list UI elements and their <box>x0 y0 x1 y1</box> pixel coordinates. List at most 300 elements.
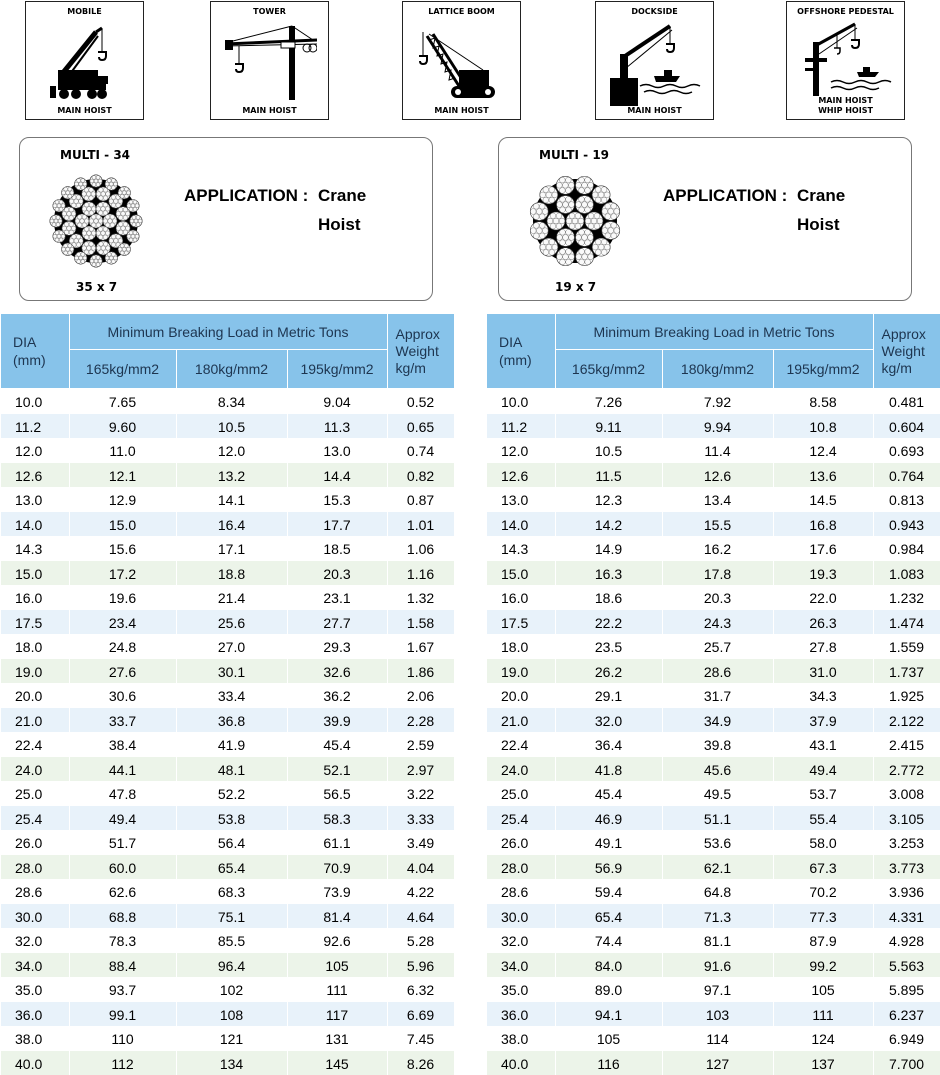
cell-mbl: 14.2 <box>555 512 662 537</box>
table-row <box>487 512 940 537</box>
table-row <box>487 928 940 953</box>
cell-weight: 1.86 <box>387 659 454 684</box>
cell-mbl: 99.2 <box>773 953 873 978</box>
cell-mbl: 12.0 <box>176 438 287 463</box>
cell-mbl: 45.6 <box>662 757 773 782</box>
cell-dia: 10.0 <box>487 389 555 414</box>
rope-card-multi-34 <box>19 137 433 301</box>
table-row <box>1 438 454 463</box>
cell-mbl: 11.0 <box>69 438 176 463</box>
rope-name: MULTI - 34 <box>60 148 130 162</box>
cell-weight: 6.237 <box>873 1002 940 1027</box>
cell-mbl: 18.5 <box>287 536 387 561</box>
cell-weight: 0.52 <box>387 389 454 414</box>
cell-dia: 21.0 <box>487 708 555 733</box>
cell-dia: 26.0 <box>1 830 69 855</box>
cell-mbl: 58.0 <box>773 830 873 855</box>
cell-dia: 20.0 <box>1 683 69 708</box>
cell-mbl: 111 <box>773 1002 873 1027</box>
cell-mbl: 12.9 <box>69 487 176 512</box>
table-row <box>1 659 454 684</box>
cell-weight: 1.16 <box>387 561 454 586</box>
cell-mbl: 121 <box>176 1026 287 1051</box>
cell-mbl: 52.2 <box>176 781 287 806</box>
cell-dia: 19.0 <box>487 659 555 684</box>
cell-mbl: 25.7 <box>662 634 773 659</box>
cell-dia: 15.0 <box>1 561 69 586</box>
cell-mbl: 70.2 <box>773 879 873 904</box>
cell-weight: 1.559 <box>873 634 940 659</box>
table-row <box>487 634 940 659</box>
cell-mbl: 23.5 <box>555 634 662 659</box>
col-header-weight: Approx Weight kg/m <box>387 314 454 389</box>
application-value: Hoist <box>797 215 840 235</box>
cell-weight: 1.32 <box>387 585 454 610</box>
cell-mbl: 24.8 <box>69 634 176 659</box>
cell-mbl: 117 <box>287 1002 387 1027</box>
col-header-grade: 180kg/mm2 <box>662 350 773 389</box>
cell-mbl: 110 <box>69 1026 176 1051</box>
cell-mbl: 26.2 <box>555 659 662 684</box>
table-row <box>1 830 454 855</box>
cell-mbl: 23.1 <box>287 585 387 610</box>
cell-dia: 14.0 <box>1 512 69 537</box>
cell-dia: 25.0 <box>487 781 555 806</box>
cell-mbl: 13.4 <box>662 487 773 512</box>
cell-weight: 6.949 <box>873 1026 940 1051</box>
col-header-mbl: Minimum Breaking Load in Metric Tons <box>69 314 387 350</box>
table-row <box>1 977 454 1002</box>
cell-mbl: 62.1 <box>662 855 773 880</box>
cell-mbl: 97.1 <box>662 977 773 1002</box>
cell-mbl: 13.0 <box>287 438 387 463</box>
cell-mbl: 56.5 <box>287 781 387 806</box>
cell-mbl: 124 <box>773 1026 873 1051</box>
cell-mbl: 22.0 <box>773 585 873 610</box>
table-row <box>487 438 940 463</box>
cell-dia: 40.0 <box>487 1051 555 1075</box>
cell-dia: 32.0 <box>1 928 69 953</box>
table-row <box>487 487 940 512</box>
cell-mbl: 81.4 <box>287 904 387 929</box>
cell-mbl: 52.1 <box>287 757 387 782</box>
cell-mbl: 60.0 <box>69 855 176 880</box>
cell-weight: 1.737 <box>873 659 940 684</box>
cell-mbl: 27.6 <box>69 659 176 684</box>
crane-hoist-label: WHIP HOIST <box>787 106 904 116</box>
crane-type-mobile <box>25 1 144 120</box>
cell-mbl: 74.4 <box>555 928 662 953</box>
table-row <box>1 414 454 439</box>
cell-mbl: 7.65 <box>69 389 176 414</box>
cell-dia: 28.0 <box>1 855 69 880</box>
cell-mbl: 55.4 <box>773 806 873 831</box>
cell-weight: 6.69 <box>387 1002 454 1027</box>
cell-mbl: 23.4 <box>69 610 176 635</box>
cell-mbl: 10.5 <box>555 438 662 463</box>
cell-mbl: 9.04 <box>287 389 387 414</box>
cell-mbl: 68.3 <box>176 879 287 904</box>
mobile-crane-icon <box>40 22 130 104</box>
table-row <box>1 487 454 512</box>
col-header-grade: 195kg/mm2 <box>773 350 873 389</box>
cell-mbl: 127 <box>662 1051 773 1075</box>
cell-weight: 0.943 <box>873 512 940 537</box>
cell-dia: 12.0 <box>1 438 69 463</box>
cell-dia: 17.5 <box>1 610 69 635</box>
cell-mbl: 36.8 <box>176 708 287 733</box>
cell-weight: 0.82 <box>387 463 454 488</box>
cell-mbl: 105 <box>555 1026 662 1051</box>
cell-mbl: 39.8 <box>662 732 773 757</box>
cell-mbl: 29.1 <box>555 683 662 708</box>
cell-mbl: 30.1 <box>176 659 287 684</box>
cell-dia: 12.6 <box>1 463 69 488</box>
cell-weight: 4.64 <box>387 904 454 929</box>
cell-mbl: 12.4 <box>773 438 873 463</box>
cell-mbl: 47.8 <box>69 781 176 806</box>
cell-mbl: 7.92 <box>662 389 773 414</box>
cell-dia: 11.2 <box>487 414 555 439</box>
cell-mbl: 31.0 <box>773 659 873 684</box>
cell-mbl: 88.4 <box>69 953 176 978</box>
cell-mbl: 8.58 <box>773 389 873 414</box>
cell-weight: 2.06 <box>387 683 454 708</box>
cell-mbl: 114 <box>662 1026 773 1051</box>
cell-weight: 1.01 <box>387 512 454 537</box>
cell-dia: 10.0 <box>1 389 69 414</box>
cell-weight: 0.764 <box>873 463 940 488</box>
crane-hoist-label: MAIN HOIST <box>26 106 143 116</box>
cell-dia: 12.6 <box>487 463 555 488</box>
table-row <box>1 904 454 929</box>
cell-mbl: 67.3 <box>773 855 873 880</box>
cell-weight: 1.232 <box>873 585 940 610</box>
cell-mbl: 22.2 <box>555 610 662 635</box>
cell-mbl: 27.8 <box>773 634 873 659</box>
crane-title: MOBILE <box>26 7 143 16</box>
cell-mbl: 34.3 <box>773 683 873 708</box>
table-row <box>1 953 454 978</box>
cell-mbl: 49.1 <box>555 830 662 855</box>
table-row <box>1 634 454 659</box>
table-row <box>487 585 940 610</box>
cell-dia: 38.0 <box>1 1026 69 1051</box>
crane-hoist-label: MAIN HOIST <box>596 106 713 116</box>
cell-mbl: 10.8 <box>773 414 873 439</box>
table-row <box>1 928 454 953</box>
cell-mbl: 8.34 <box>176 389 287 414</box>
cell-mbl: 25.6 <box>176 610 287 635</box>
cell-mbl: 11.3 <box>287 414 387 439</box>
cell-dia: 34.0 <box>1 953 69 978</box>
cell-mbl: 39.9 <box>287 708 387 733</box>
cell-mbl: 32.6 <box>287 659 387 684</box>
application-label: APPLICATION : <box>184 186 308 206</box>
crane-title: DOCKSIDE <box>596 7 713 16</box>
table-row <box>487 757 940 782</box>
cell-mbl: 43.1 <box>773 732 873 757</box>
cell-mbl: 12.6 <box>662 463 773 488</box>
table-row <box>487 806 940 831</box>
cell-mbl: 108 <box>176 1002 287 1027</box>
cell-dia: 15.0 <box>487 561 555 586</box>
cell-weight: 5.28 <box>387 928 454 953</box>
table-row <box>487 610 940 635</box>
rope-construction: 35 x 7 <box>76 280 117 294</box>
cell-mbl: 12.1 <box>69 463 176 488</box>
cell-mbl: 15.3 <box>287 487 387 512</box>
cell-weight: 2.415 <box>873 732 940 757</box>
table-row <box>487 1026 940 1051</box>
table-row <box>487 879 940 904</box>
cell-mbl: 61.1 <box>287 830 387 855</box>
cell-mbl: 27.0 <box>176 634 287 659</box>
cell-dia: 25.0 <box>1 781 69 806</box>
cell-weight: 0.604 <box>873 414 940 439</box>
table-row <box>1 463 454 488</box>
table-row <box>1 855 454 880</box>
cell-mbl: 145 <box>287 1051 387 1075</box>
crane-hoist-labels <box>787 96 904 116</box>
table-row <box>487 683 940 708</box>
cell-dia: 28.6 <box>1 879 69 904</box>
table-row <box>1 781 454 806</box>
cell-dia: 26.0 <box>487 830 555 855</box>
cell-mbl: 68.8 <box>69 904 176 929</box>
cell-mbl: 85.5 <box>176 928 287 953</box>
cell-weight: 6.32 <box>387 977 454 1002</box>
cell-mbl: 32.0 <box>555 708 662 733</box>
cell-mbl: 91.6 <box>662 953 773 978</box>
cell-weight: 2.97 <box>387 757 454 782</box>
table-row <box>487 708 940 733</box>
cell-mbl: 34.9 <box>662 708 773 733</box>
cell-mbl: 15.0 <box>69 512 176 537</box>
cell-dia: 16.0 <box>1 585 69 610</box>
cell-mbl: 9.60 <box>69 414 176 439</box>
table-row <box>487 389 940 414</box>
application-label: APPLICATION : <box>663 186 787 206</box>
cell-mbl: 56.4 <box>176 830 287 855</box>
cell-weight: 0.481 <box>873 389 940 414</box>
cell-weight: 2.772 <box>873 757 940 782</box>
cell-mbl: 65.4 <box>176 855 287 880</box>
cell-weight: 1.925 <box>873 683 940 708</box>
offshore-pedestal-crane-icon <box>801 22 893 96</box>
table-row <box>1 806 454 831</box>
cell-mbl: 45.4 <box>555 781 662 806</box>
cell-mbl: 41.8 <box>555 757 662 782</box>
table-row <box>487 904 940 929</box>
cell-dia: 14.0 <box>487 512 555 537</box>
cell-mbl: 105 <box>287 953 387 978</box>
cell-mbl: 14.4 <box>287 463 387 488</box>
col-header-mbl: Minimum Breaking Load in Metric Tons <box>555 314 873 350</box>
crane-title: OFFSHORE PEDESTAL <box>787 7 904 16</box>
cell-weight: 0.65 <box>387 414 454 439</box>
application-value: Hoist <box>318 215 361 235</box>
application-value: Crane <box>318 186 366 206</box>
col-header-grade: 195kg/mm2 <box>287 350 387 389</box>
table-row <box>487 781 940 806</box>
cell-dia: 30.0 <box>1 904 69 929</box>
cell-weight: 2.59 <box>387 732 454 757</box>
cell-weight: 3.936 <box>873 879 940 904</box>
cell-mbl: 131 <box>287 1026 387 1051</box>
crane-title: TOWER <box>211 7 328 16</box>
cell-mbl: 53.7 <box>773 781 873 806</box>
cell-mbl: 87.9 <box>773 928 873 953</box>
cell-mbl: 27.7 <box>287 610 387 635</box>
spec-table-multi-19 <box>487 314 940 1075</box>
cell-mbl: 33.4 <box>176 683 287 708</box>
cell-mbl: 31.7 <box>662 683 773 708</box>
cell-dia: 36.0 <box>1 1002 69 1027</box>
cell-dia: 18.0 <box>1 634 69 659</box>
cell-mbl: 15.6 <box>69 536 176 561</box>
cell-mbl: 13.6 <box>773 463 873 488</box>
cell-weight: 5.563 <box>873 953 940 978</box>
cell-mbl: 17.6 <box>773 536 873 561</box>
cell-weight: 7.700 <box>873 1051 940 1075</box>
col-header-weight: Approx Weight kg/m <box>873 314 940 389</box>
table-row <box>487 830 940 855</box>
application-value: Crane <box>797 186 845 206</box>
col-header-dia: DIA (mm) <box>1 314 69 389</box>
cell-mbl: 14.5 <box>773 487 873 512</box>
cell-weight: 3.33 <box>387 806 454 831</box>
cell-dia: 34.0 <box>487 953 555 978</box>
cell-mbl: 20.3 <box>662 585 773 610</box>
cell-mbl: 17.2 <box>69 561 176 586</box>
cell-mbl: 41.9 <box>176 732 287 757</box>
table-row <box>487 953 940 978</box>
cell-dia: 16.0 <box>487 585 555 610</box>
cell-mbl: 33.7 <box>69 708 176 733</box>
cell-mbl: 49.4 <box>69 806 176 831</box>
table-row <box>1 1026 454 1051</box>
col-header-dia: DIA (mm) <box>487 314 555 389</box>
col-header-grade: 165kg/mm2 <box>69 350 176 389</box>
crane-type-offshore-pedestal <box>786 1 905 120</box>
cell-mbl: 65.4 <box>555 904 662 929</box>
cell-weight: 0.813 <box>873 487 940 512</box>
cell-weight: 5.895 <box>873 977 940 1002</box>
cell-mbl: 64.8 <box>662 879 773 904</box>
table-row <box>1 757 454 782</box>
cell-mbl: 16.3 <box>555 561 662 586</box>
rope-card-multi-19 <box>498 137 912 301</box>
cell-weight: 4.22 <box>387 879 454 904</box>
cell-dia: 18.0 <box>487 634 555 659</box>
cell-mbl: 105 <box>773 977 873 1002</box>
cell-mbl: 13.2 <box>176 463 287 488</box>
table-row <box>487 536 940 561</box>
cell-mbl: 53.6 <box>662 830 773 855</box>
cell-mbl: 134 <box>176 1051 287 1075</box>
cell-dia: 12.0 <box>487 438 555 463</box>
cell-mbl: 56.9 <box>555 855 662 880</box>
cell-mbl: 93.7 <box>69 977 176 1002</box>
cell-mbl: 9.11 <box>555 414 662 439</box>
cell-mbl: 16.8 <box>773 512 873 537</box>
cell-dia: 24.0 <box>487 757 555 782</box>
cell-mbl: 36.4 <box>555 732 662 757</box>
cell-mbl: 14.9 <box>555 536 662 561</box>
cell-dia: 22.4 <box>1 732 69 757</box>
cell-weight: 1.58 <box>387 610 454 635</box>
cell-mbl: 17.8 <box>662 561 773 586</box>
cell-mbl: 53.8 <box>176 806 287 831</box>
table-row <box>1 536 454 561</box>
cell-weight: 4.04 <box>387 855 454 880</box>
cell-mbl: 137 <box>773 1051 873 1075</box>
cell-weight: 7.45 <box>387 1026 454 1051</box>
cell-weight: 2.28 <box>387 708 454 733</box>
cell-weight: 5.96 <box>387 953 454 978</box>
cell-dia: 32.0 <box>487 928 555 953</box>
table-row <box>487 561 940 586</box>
cell-mbl: 18.6 <box>555 585 662 610</box>
cell-mbl: 62.6 <box>69 879 176 904</box>
cell-mbl: 29.3 <box>287 634 387 659</box>
cell-mbl: 18.8 <box>176 561 287 586</box>
cell-dia: 14.3 <box>487 536 555 561</box>
table-row <box>487 855 940 880</box>
table-row <box>487 732 940 757</box>
cell-weight: 0.693 <box>873 438 940 463</box>
cell-weight: 3.253 <box>873 830 940 855</box>
col-header-grade: 180kg/mm2 <box>176 350 287 389</box>
cell-mbl: 48.1 <box>176 757 287 782</box>
cell-mbl: 49.4 <box>773 757 873 782</box>
rope-construction: 19 x 7 <box>555 280 596 294</box>
table-row <box>1 1051 454 1075</box>
crane-hoist-label: MAIN HOIST <box>787 96 904 106</box>
cell-mbl: 19.3 <box>773 561 873 586</box>
cell-mbl: 111 <box>287 977 387 1002</box>
cell-dia: 25.4 <box>487 806 555 831</box>
table-row <box>487 659 940 684</box>
table-row <box>1 585 454 610</box>
rope-cross-section-icon <box>48 173 144 269</box>
dockside-crane-icon <box>610 22 702 106</box>
table-row <box>1 561 454 586</box>
cell-mbl: 89.0 <box>555 977 662 1002</box>
cell-mbl: 96.4 <box>176 953 287 978</box>
cell-mbl: 103 <box>662 1002 773 1027</box>
cell-mbl: 84.0 <box>555 953 662 978</box>
cell-mbl: 46.9 <box>555 806 662 831</box>
cell-mbl: 77.3 <box>773 904 873 929</box>
table-row <box>1 610 454 635</box>
cell-mbl: 21.4 <box>176 585 287 610</box>
cell-dia: 20.0 <box>487 683 555 708</box>
cell-mbl: 15.5 <box>662 512 773 537</box>
cell-mbl: 14.1 <box>176 487 287 512</box>
cell-mbl: 36.2 <box>287 683 387 708</box>
cell-dia: 25.4 <box>1 806 69 831</box>
cell-mbl: 17.1 <box>176 536 287 561</box>
cell-dia: 13.0 <box>487 487 555 512</box>
cell-mbl: 75.1 <box>176 904 287 929</box>
cell-mbl: 81.1 <box>662 928 773 953</box>
cell-dia: 11.2 <box>1 414 69 439</box>
rope-cross-section-icon <box>527 173 623 269</box>
crane-type-lattice-boom <box>402 1 521 120</box>
cell-weight: 1.083 <box>873 561 940 586</box>
